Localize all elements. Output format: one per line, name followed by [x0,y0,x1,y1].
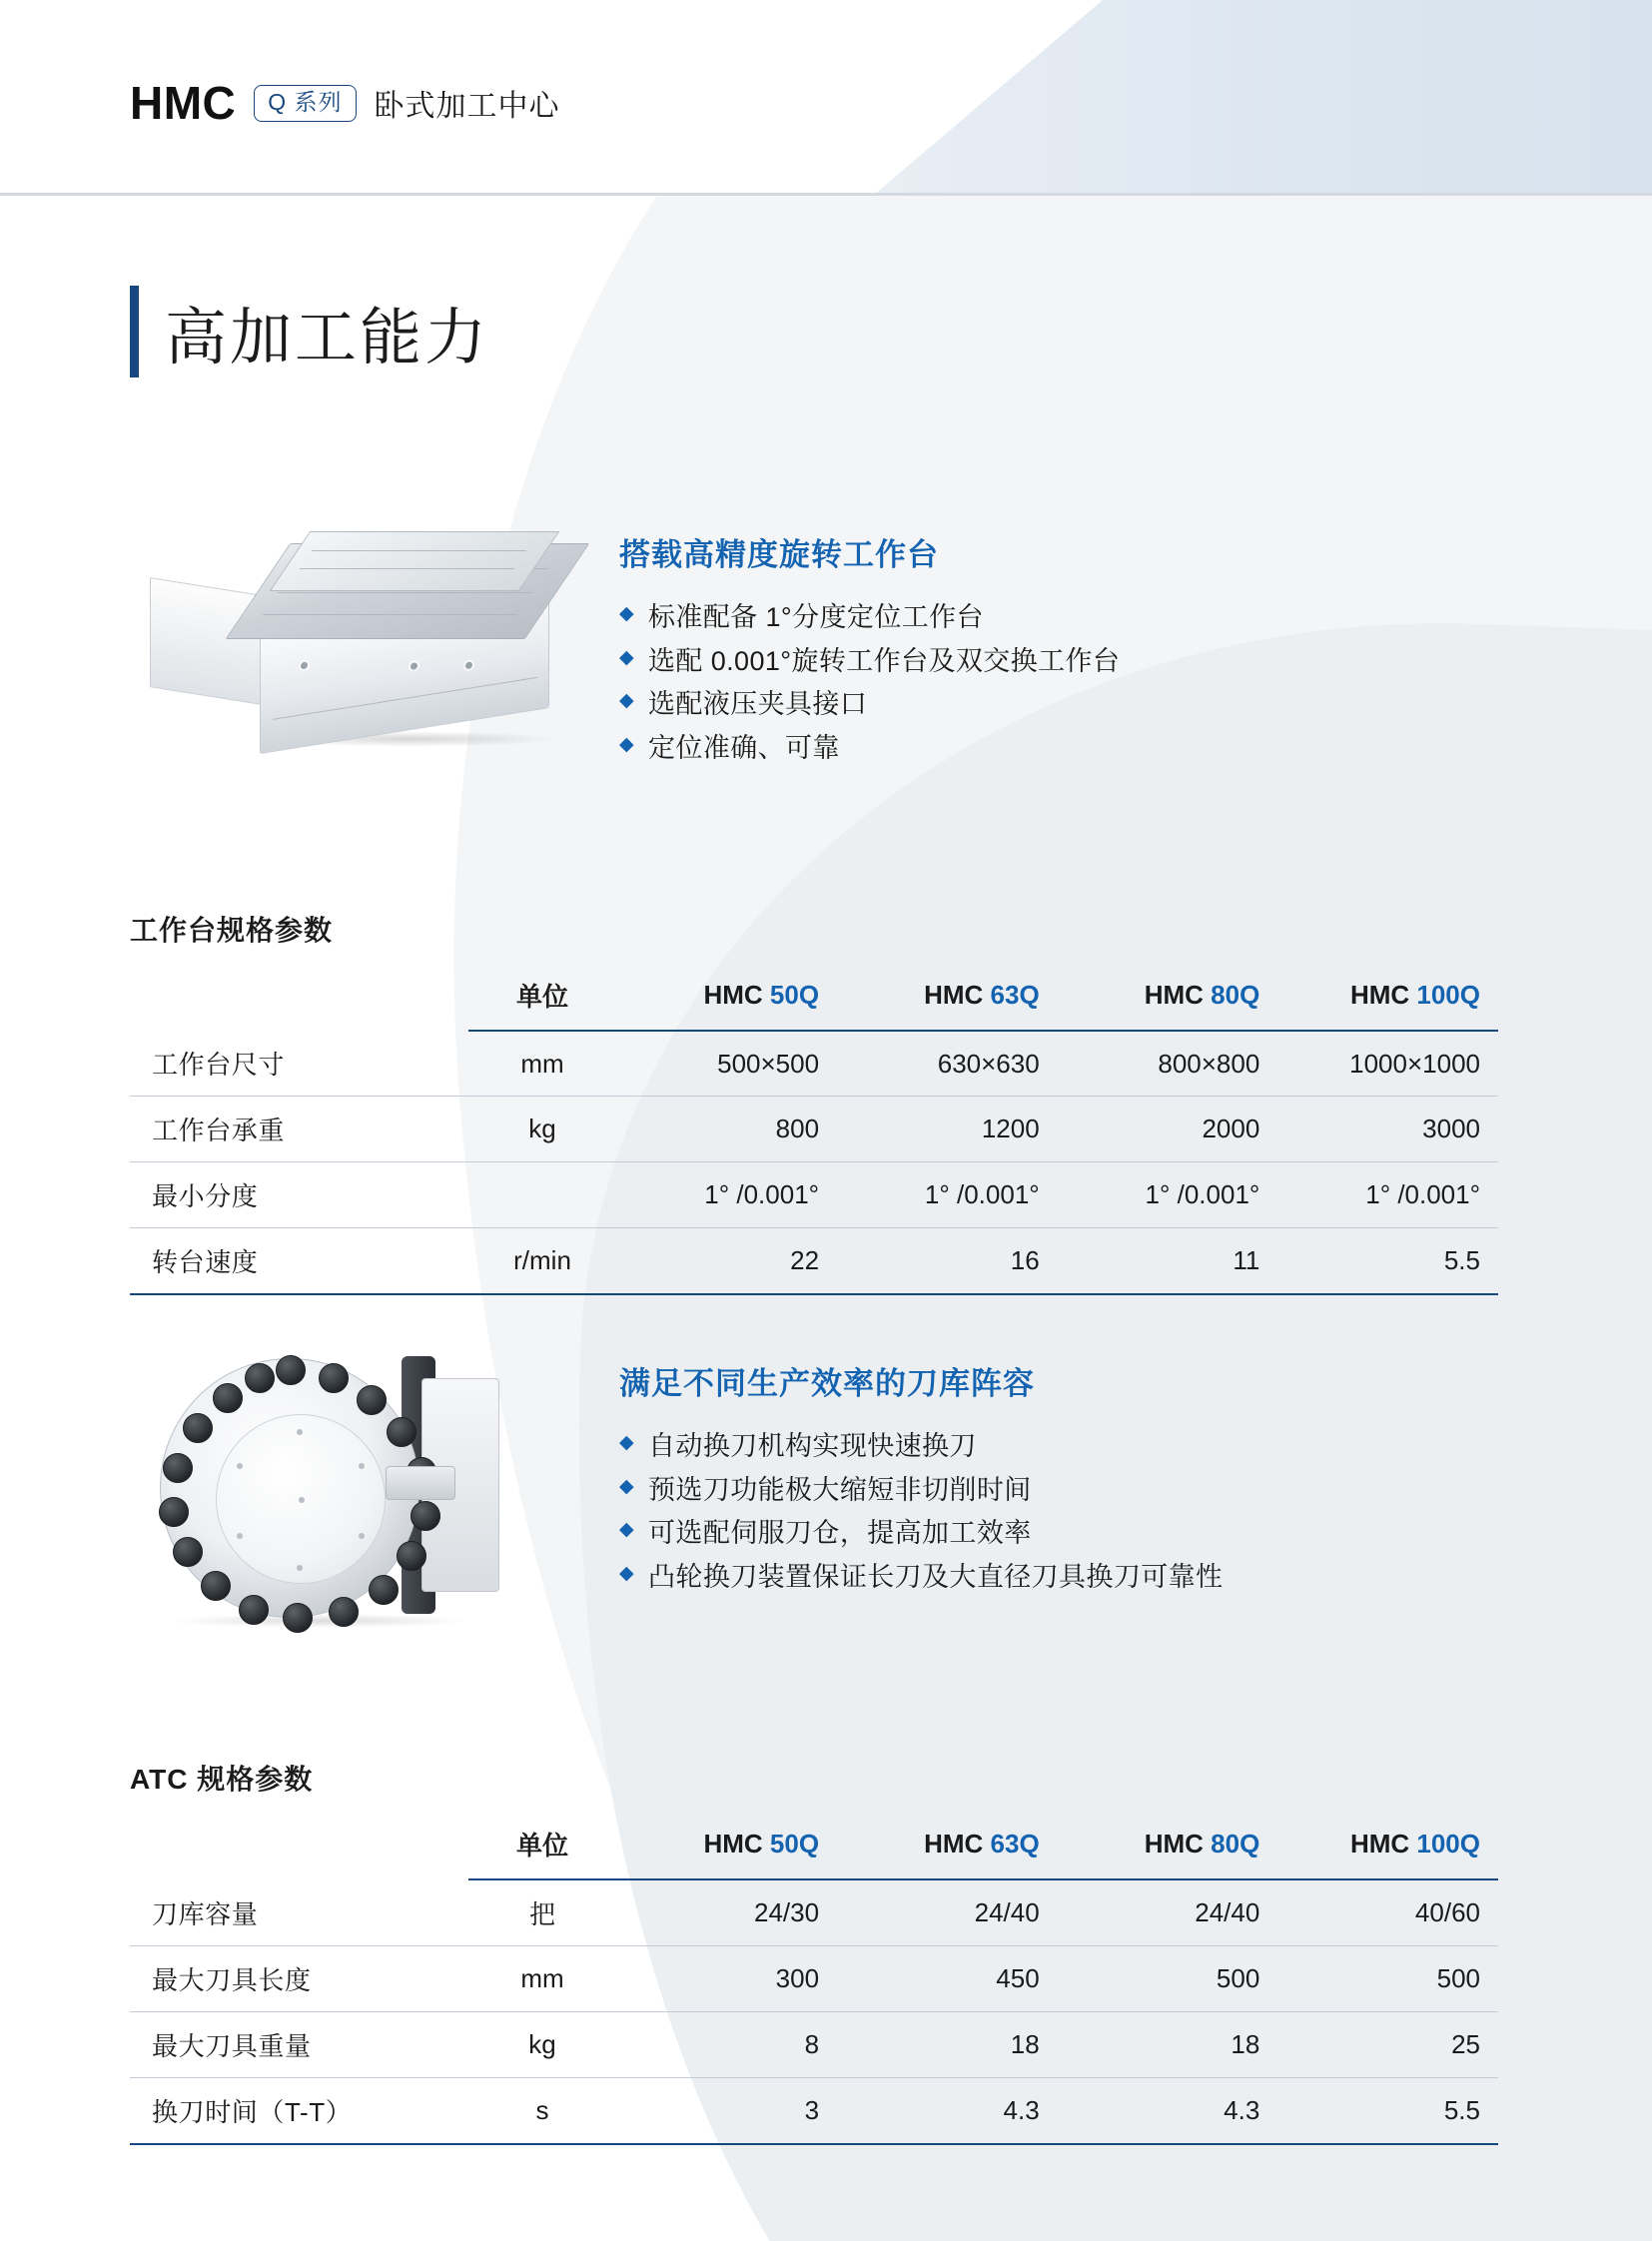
table-row [130,2078,1498,2145]
diamond-icon: ◆ [619,646,635,668]
row-value: 4.3 [1058,2078,1278,2145]
table-edge-line [273,677,537,720]
pallet-top-groove [312,550,527,551]
row-value: 3 [616,2078,837,2145]
table-caption: 工作台规格参数 [130,915,334,946]
header-label [130,1812,468,1879]
worktable-spec-table [130,963,1498,1295]
tool-pocket [163,1453,193,1483]
table-row [130,1879,1498,1946]
feature-bullet [619,683,1120,727]
tool-pocket [239,1595,269,1625]
diamond-icon: ◆ [619,734,635,756]
table-header-row [130,963,1498,1031]
row-value: 500×500 [616,1031,837,1097]
row-value: 25 [1277,2012,1498,2078]
header-model-80q: HMC 80Q [1058,1812,1278,1879]
feature-bullet-text: 预选刀功能极大缩短非切削时间 [648,1474,1032,1505]
row-value: 24/30 [616,1879,837,1946]
row-value: 1° /0.001° [1058,1162,1278,1228]
brand-title: HMC [130,77,237,129]
row-value: 18 [837,2012,1058,2078]
row-unit: kg [468,1097,617,1162]
row-unit: 把 [468,1879,617,1946]
row-value: 5.5 [1277,1228,1498,1295]
header-subtitle: 卧式加工中心 [374,90,560,123]
magazine-face-plate [216,1414,386,1584]
face-plate-screw [237,1533,243,1539]
diamond-icon: ◆ [619,1432,635,1453]
row-value: 450 [837,1946,1058,2012]
pallet-groove [263,614,518,615]
header-model-50q: HMC 50Q [616,1812,837,1879]
table-pallet-top [270,531,559,591]
feature-heading: 满足不同生产效率的刀库阵容 [619,1366,1035,1401]
feature-bullet [619,1556,1223,1600]
row-label: 转台速度 [130,1228,468,1295]
header-model-100q: HMC 100Q [1277,1812,1498,1879]
row-value: 1° /0.001° [616,1162,837,1228]
row-value: 2000 [1058,1097,1278,1162]
feature-rotary-table [120,519,1538,789]
tool-magazine-illustration [120,1348,619,1638]
tool-pocket [369,1575,399,1605]
feature-bullet-text: 自动换刀机构实现快速换刀 [648,1431,977,1461]
row-label: 最小分度 [130,1162,468,1228]
tool-pocket [411,1501,440,1531]
table-row [130,2012,1498,2078]
pallet-groove [278,592,533,593]
table-caption: ATC 规格参数 [130,1764,314,1795]
page-header [0,0,1652,196]
row-value: 5.5 [1277,2078,1498,2145]
tool-pocket [319,1363,349,1393]
table-row [130,1228,1498,1295]
face-plate-screw [237,1463,243,1469]
header-model-50q: HMC 50Q [616,963,837,1031]
row-value: 24/40 [1058,1879,1278,1946]
row-value: 500 [1277,1946,1498,2012]
row-label: 工作台尺寸 [130,1031,468,1097]
tool-pocket [283,1603,313,1633]
header-label [130,963,468,1031]
face-plate-screw [297,1429,303,1435]
page-title: 高加工能力 [165,303,490,373]
magazine-disc [160,1358,419,1618]
feature-bullet [619,596,1120,640]
row-unit: mm [468,1946,617,2012]
row-label: 刀库容量 [130,1879,468,1946]
header-unit: 单位 [468,963,617,1031]
face-plate-screw [297,1565,303,1571]
row-value: 800×800 [1058,1031,1278,1097]
tool-pocket [276,1355,306,1385]
feature-bullet-text: 选配 0.001°旋转工作台及双交换工作台 [648,645,1121,676]
header-model-100q: HMC 100Q [1277,963,1498,1031]
pallet-top-groove [300,568,515,569]
row-value: 1200 [837,1097,1058,1162]
feature-bullet-text: 可选配伺服刀仓，提高加工效率 [648,1518,1032,1549]
tool-pocket [387,1417,416,1447]
diamond-icon: ◆ [619,1475,635,1497]
feature-bullet [619,727,1120,771]
face-plate-screw [359,1533,365,1539]
row-label: 换刀时间（T-T） [130,2078,468,2145]
header-model-80q: HMC 80Q [1058,963,1278,1031]
row-label: 最大刀具长度 [130,1946,468,2012]
row-value: 3000 [1277,1097,1498,1162]
row-value: 24/40 [837,1879,1058,1946]
feature-bullet [619,640,1120,684]
feature-bullet-text: 定位准确、可靠 [648,733,840,764]
table-row [130,1097,1498,1162]
row-value: 22 [616,1228,837,1295]
table-row [130,1946,1498,2012]
feature-heading: 搭载高精度旋转工作台 [619,537,939,572]
row-unit: kg [468,2012,617,2078]
row-value: 1° /0.001° [1277,1162,1498,1228]
row-unit: s [468,2078,617,2145]
header-unit: 单位 [468,1812,617,1879]
tool-pocket [159,1497,189,1527]
tool-pocket [201,1571,231,1601]
row-value: 18 [1058,2012,1278,2078]
header-model-63q: HMC 63Q [837,963,1058,1031]
tool-pocket [213,1383,243,1413]
section-title [130,286,489,377]
row-value: 8 [616,2012,837,2078]
feature-bullet [619,1425,1223,1469]
header-band-accent [873,0,1652,196]
row-value: 4.3 [837,2078,1058,2145]
row-value: 1° /0.001° [837,1162,1058,1228]
tool-pocket [245,1363,275,1393]
diamond-icon: ◆ [619,603,635,624]
table-header-row [130,1812,1498,1879]
tool-pocket [173,1537,203,1567]
row-value: 300 [616,1946,837,2012]
table-bolt [465,661,472,669]
tool-pocket [183,1413,213,1443]
row-value: 800 [616,1097,837,1162]
atc-spec-table [130,1812,1498,2145]
row-label: 工作台承重 [130,1097,468,1162]
table-bolt [301,661,308,669]
illustration-shadow [170,1614,469,1628]
row-value: 1000×1000 [1277,1031,1498,1097]
row-unit [468,1162,617,1228]
rotary-table-illustration [120,519,619,789]
tool-pocket [329,1597,359,1627]
feature-bullet [619,1469,1223,1513]
feature-bullet [619,1512,1223,1556]
header-divider [0,193,1652,196]
diamond-icon: ◆ [619,1519,635,1541]
row-value: 500 [1058,1946,1278,2012]
feature-bullet-text: 凸轮换刀装置保证长刀及大直径刀具换刀可靠性 [648,1562,1224,1593]
tool-pocket [397,1541,426,1571]
tool-pocket [357,1385,387,1415]
row-label: 最大刀具重量 [130,2012,468,2078]
feature-bullet-text: 选配液压夹具接口 [648,689,868,720]
feature-tool-magazine [120,1348,1538,1638]
title-accent-bar [130,286,139,377]
row-value: 630×630 [837,1031,1058,1097]
row-value: 16 [837,1228,1058,1295]
header-model-63q: HMC 63Q [837,1812,1058,1879]
face-plate-screw [359,1463,365,1469]
series-badge: Q 系列 [254,85,356,122]
row-value: 40/60 [1277,1879,1498,1946]
feature-bullet-text: 标准配备 1°分度定位工作台 [648,602,984,632]
table-block-worktable [130,909,1498,1295]
atc-linkage [386,1466,455,1500]
face-plate-center [299,1497,305,1503]
table-block-atc [130,1758,1498,2145]
table-row [130,1162,1498,1228]
diamond-icon: ◆ [619,690,635,712]
table-bolt [411,662,417,670]
row-value: 11 [1058,1228,1278,1295]
row-unit: r/min [468,1228,617,1295]
row-unit: mm [468,1031,617,1097]
table-row [130,1031,1498,1097]
diamond-icon: ◆ [619,1563,635,1585]
